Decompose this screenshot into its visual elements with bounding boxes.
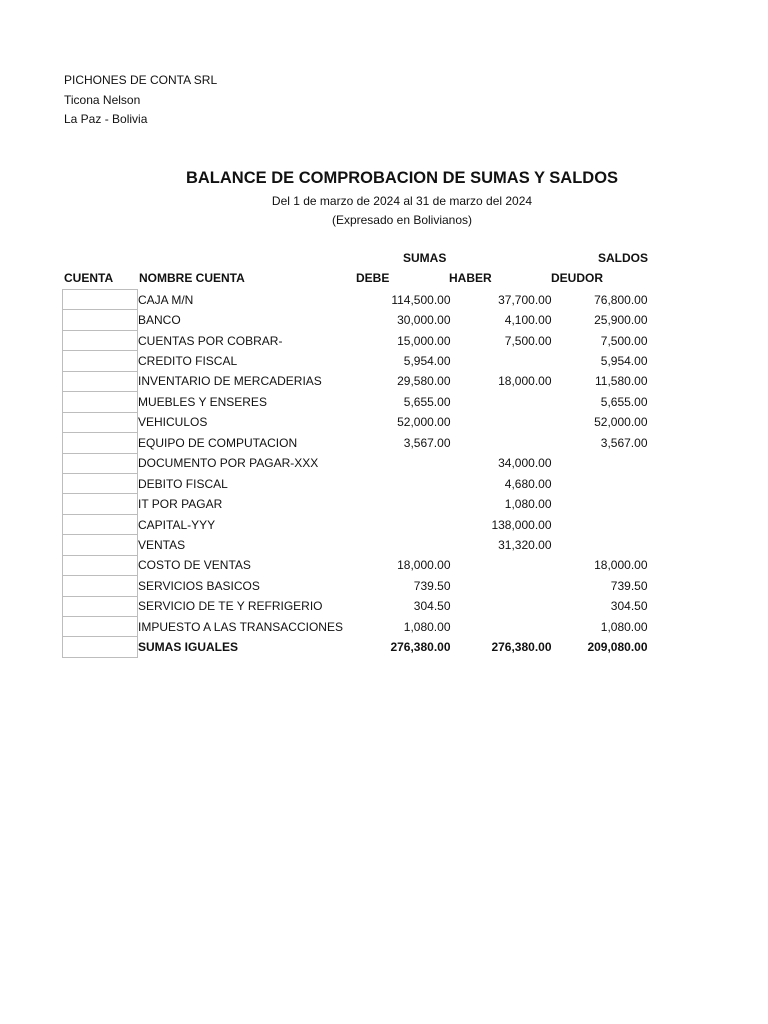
cuenta-cell[interactable]	[63, 330, 138, 350]
account-name: SERVICIOS BASICOS	[138, 578, 260, 593]
account-name: CREDITO FISCAL	[138, 354, 238, 369]
debe-value	[349, 535, 451, 555]
debe-value: 18,000.00	[397, 558, 451, 573]
deudor-value: 5,655.00	[600, 394, 648, 409]
haber-value	[451, 555, 552, 575]
haber-value	[451, 433, 552, 453]
company-person: Ticona Nelson	[64, 92, 141, 107]
header-saldos: SALDOS	[598, 251, 649, 265]
table-row	[63, 576, 648, 596]
table-row	[63, 617, 648, 637]
account-name: MUEBLES Y ENSERES	[138, 394, 267, 409]
header-haber: HABER	[449, 271, 492, 285]
cuenta-cell[interactable]	[63, 290, 138, 310]
account-name: DEBITO FISCAL	[138, 476, 228, 491]
table-row	[63, 555, 648, 575]
cuenta-cell[interactable]	[63, 494, 138, 514]
report-title: BALANCE DE COMPROBACION DE SUMAS Y SALDOS	[185, 169, 619, 187]
haber-value: 1,080.00	[504, 497, 552, 512]
debe-value	[349, 473, 451, 493]
table-row	[63, 596, 648, 616]
haber-value: 7,500.00	[504, 333, 552, 348]
table-row	[63, 433, 648, 453]
haber-value: 18,000.00	[498, 374, 552, 389]
haber-value: 34,000.00	[498, 456, 552, 471]
haber-value: 4,100.00	[504, 313, 552, 328]
cuenta-cell[interactable]	[63, 617, 138, 637]
haber-value	[451, 617, 552, 637]
totals-debe: 276,380.00	[390, 640, 451, 655]
debe-value	[349, 514, 451, 534]
totals-haber: 276,380.00	[491, 640, 552, 655]
haber-value: 37,700.00	[498, 292, 552, 307]
deudor-value: 11,580.00	[595, 374, 648, 389]
table-row	[63, 310, 648, 330]
balance-table-body	[63, 290, 648, 658]
debe-value: 3,567.00	[403, 435, 451, 450]
deudor-value: 18,000.00	[594, 558, 648, 573]
account-name: IT POR PAGAR	[138, 497, 223, 512]
cuenta-cell[interactable]	[63, 310, 138, 330]
debe-value: 114,500.00	[391, 292, 451, 307]
haber-value: 138,000.00	[491, 517, 552, 532]
debe-value: 29,580.00	[397, 374, 451, 389]
deudor-value	[552, 514, 648, 534]
account-name: COSTO DE VENTAS	[138, 558, 251, 573]
table-row	[63, 535, 648, 555]
account-name: VENTAS	[138, 537, 186, 552]
header-nombre-cuenta: NOMBRE CUENTA	[139, 271, 245, 285]
table-row	[63, 412, 648, 432]
cuenta-cell[interactable]	[63, 576, 138, 596]
table-row	[63, 392, 648, 412]
deudor-value: 5,954.00	[600, 354, 648, 369]
account-name: BANCO	[138, 313, 181, 328]
header-cuenta: CUENTA	[64, 271, 114, 285]
deudor-value: 76,800.00	[594, 292, 648, 307]
account-name: INVENTARIO DE MERCADERIAS	[138, 374, 322, 389]
cuenta-cell[interactable]	[63, 351, 138, 371]
deudor-value	[552, 494, 648, 514]
debe-value: 739.50	[413, 578, 451, 593]
debe-value: 1,080.00	[403, 619, 451, 634]
cuenta-cell[interactable]	[63, 453, 138, 473]
table-row	[63, 473, 648, 493]
deudor-value	[552, 473, 648, 493]
balance-table	[62, 289, 648, 658]
deudor-value: 3,567.00	[600, 435, 648, 450]
account-name: CAJA M/N	[138, 292, 194, 307]
header-deudor: DEUDOR	[551, 271, 604, 285]
debe-value: 304.50	[413, 599, 451, 614]
account-name: DOCUMENTO POR PAGAR-XXX	[138, 456, 319, 471]
cuenta-cell[interactable]	[63, 535, 138, 555]
deudor-value	[552, 453, 648, 473]
cuenta-cell[interactable]	[63, 596, 138, 616]
deudor-value: 7,500.00	[600, 333, 648, 348]
deudor-value: 25,900.00	[594, 313, 648, 328]
table-row	[63, 351, 648, 371]
haber-value: 31,320.00	[498, 537, 552, 552]
debe-value	[349, 494, 451, 514]
debe-value: 30,000.00	[397, 313, 451, 328]
haber-value	[451, 351, 552, 371]
table-row	[63, 453, 648, 473]
debe-value: 15,000.00	[397, 333, 451, 348]
company-name: PICHONES DE CONTA SRL	[64, 73, 218, 87]
totals-deudor: 209,080.00	[587, 640, 648, 655]
header-debe: DEBE	[356, 271, 390, 285]
account-name: CUENTAS POR COBRAR-	[138, 333, 283, 348]
totals-label: SUMAS IGUALES	[138, 640, 239, 655]
debe-value	[349, 453, 451, 473]
cuenta-cell[interactable]	[63, 473, 138, 493]
account-name: CAPITAL-YYY	[138, 517, 216, 532]
table-row	[63, 371, 648, 391]
cuenta-cell[interactable]	[63, 433, 138, 453]
deudor-value: 1,080.00	[600, 619, 648, 634]
haber-value	[451, 596, 552, 616]
cuenta-cell[interactable]	[63, 371, 138, 391]
table-row	[63, 514, 648, 534]
cuenta-cell[interactable]	[63, 555, 138, 575]
account-name: SERVICIO DE TE Y REFRIGERIO	[138, 599, 323, 614]
haber-value	[451, 576, 552, 596]
haber-value	[451, 392, 552, 412]
deudor-value: 52,000.00	[594, 415, 648, 430]
debe-value: 5,954.00	[403, 354, 451, 369]
report-currency-note: (Expresado en Bolivianos)	[331, 213, 473, 227]
table-row	[63, 330, 648, 350]
cuenta-cell[interactable]	[63, 412, 138, 432]
debe-value: 5,655.00	[403, 394, 451, 409]
report-period: Del 1 de marzo de 2024 al 31 de marzo del 2024	[271, 194, 533, 208]
company-header	[64, 71, 217, 130]
haber-value: 4,680.00	[504, 476, 552, 491]
account-name: VEHICULOS	[138, 415, 208, 430]
account-name: EQUIPO DE COMPUTACION	[138, 435, 298, 450]
debe-value: 52,000.00	[397, 415, 451, 430]
account-name: IMPUESTO A LAS TRANSACCIONES	[138, 619, 343, 634]
deudor-value: 739.50	[610, 578, 648, 593]
cuenta-cell[interactable]	[63, 514, 138, 534]
cuenta-cell[interactable]	[63, 392, 138, 412]
deudor-value: 304.50	[610, 599, 648, 614]
totals-cuenta-cell[interactable]	[63, 637, 138, 657]
totals-row	[63, 637, 648, 657]
haber-value	[451, 412, 552, 432]
header-sumas: SUMAS	[403, 251, 447, 265]
table-row	[63, 494, 648, 514]
deudor-value	[552, 535, 648, 555]
table-row	[63, 290, 648, 310]
company-location: La Paz - Bolivia	[64, 112, 148, 126]
